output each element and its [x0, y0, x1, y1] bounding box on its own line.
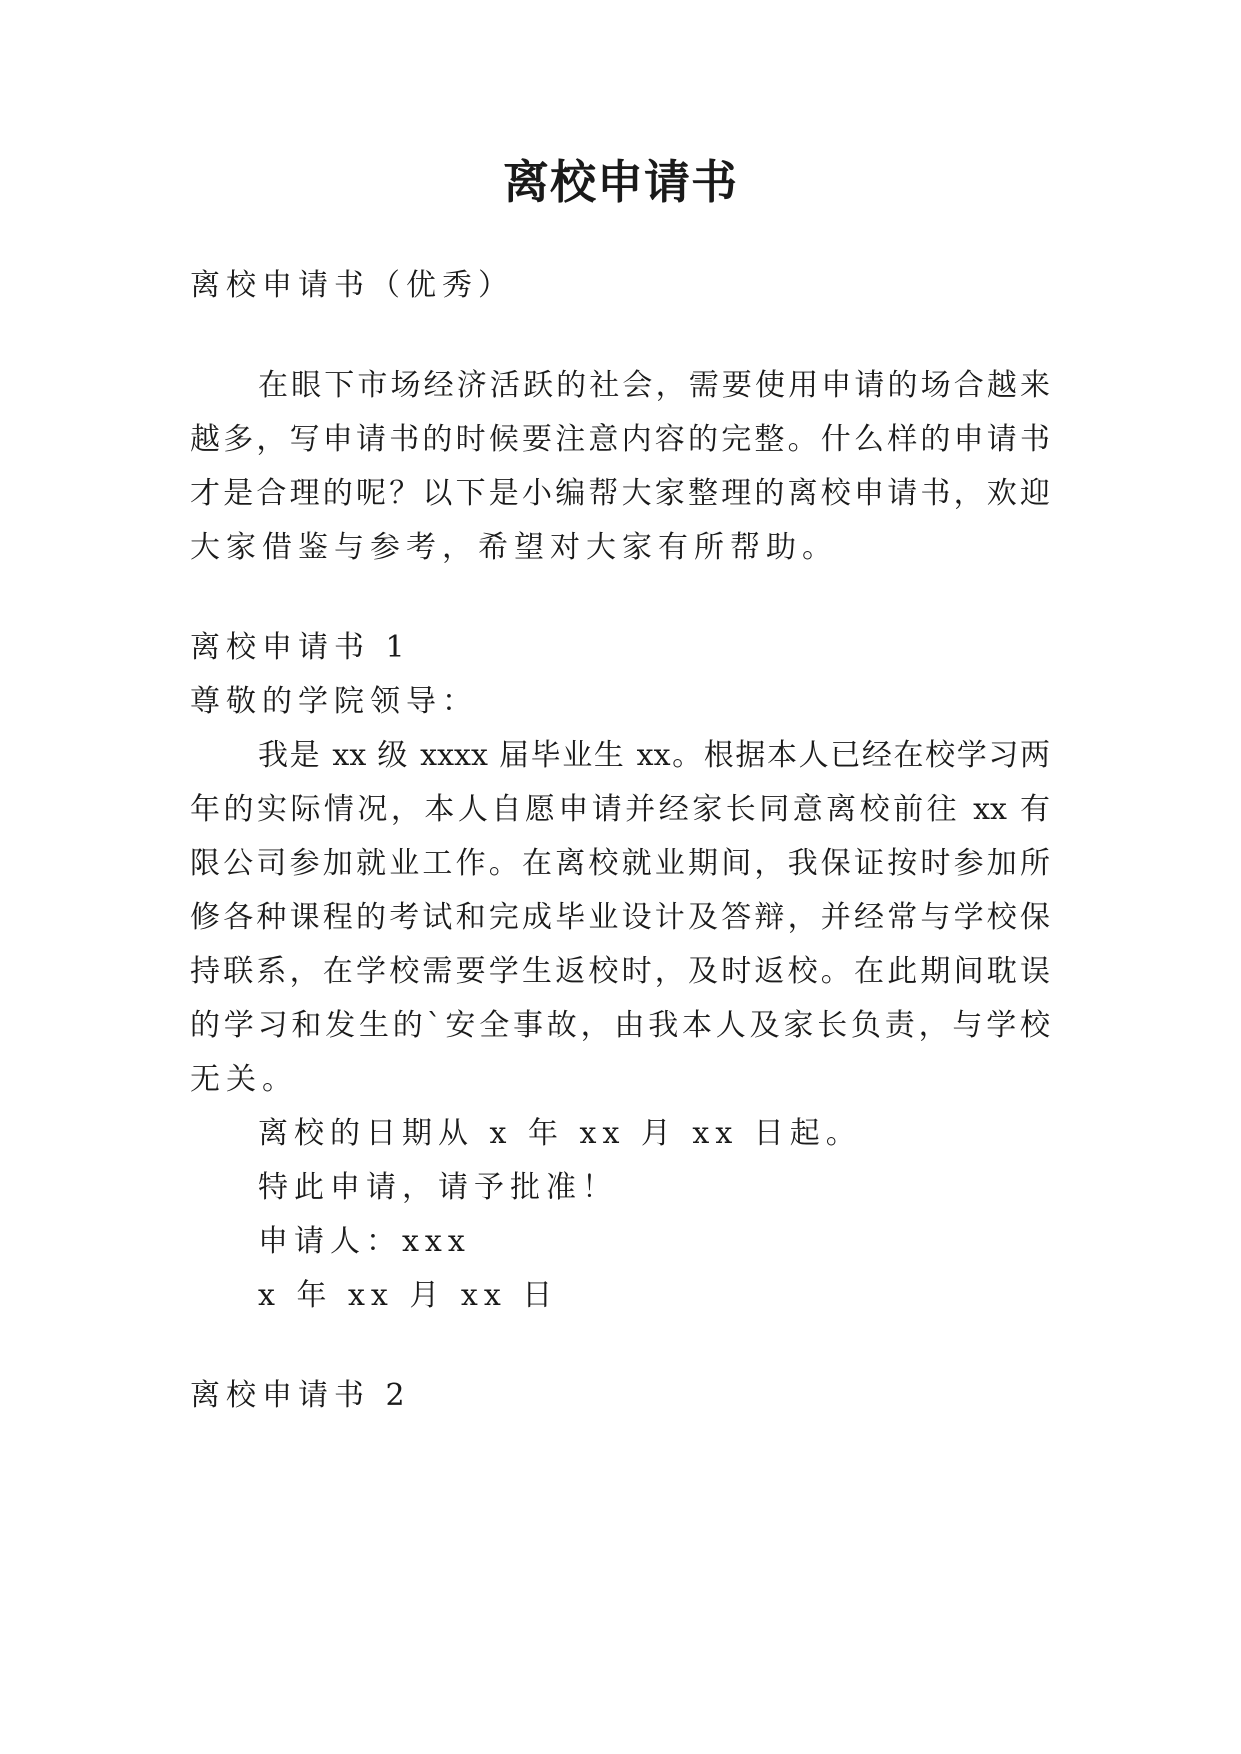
section1-body-line-3: 限公司参加就业工作。在离校就业期间，我保证按时参加所	[190, 846, 1050, 881]
section1-leave-date: 离校的日期从 x 年 xx 月 xx 日起。	[258, 1116, 862, 1151]
section1-salutation: 尊敬的学院领导：	[190, 684, 478, 719]
section1-body-line-7: 无关。	[190, 1062, 298, 1097]
section1-body-line-2: 年的实际情况，本人自愿申请并经家长同意离校前往 xx 有	[190, 792, 1050, 827]
section1-body-line-4: 修各种课程的考试和完成毕业设计及答辩，并经常与学校保	[190, 900, 1050, 935]
section1-body-line-5: 持联系，在学校需要学生返校时，及时返校。在此期间耽误	[190, 954, 1050, 989]
section1-applicant: 申请人：xxx	[258, 1224, 471, 1259]
document-subtitle: 离校申请书（优秀）	[190, 268, 514, 303]
intro-line-1: 在眼下市场经济活跃的社会，需要使用申请的场合越来	[258, 368, 1050, 403]
section1-heading: 离校申请书 1	[190, 630, 411, 665]
section1-body-line-6: 的学习和发生的`安全事故，由我本人及家长负责，与学校	[190, 1008, 1050, 1043]
document-title: 离校申请书	[503, 155, 738, 209]
section1-sign-date: x 年 xx 月 xx 日	[258, 1278, 559, 1313]
intro-line-2: 越多，写申请书的时候要注意内容的完整。什么样的申请书	[190, 422, 1050, 457]
section2-heading: 离校申请书 2	[190, 1378, 411, 1413]
intro-line-4: 大家借鉴与参考，希望对大家有所帮助。	[190, 530, 838, 565]
section1-body-line-1: 我是 xx 级 xxxx 届毕业生 xx。根据本人已经在校学习两	[258, 738, 1050, 773]
intro-line-3: 才是合理的呢？以下是小编帮大家整理的离校申请书，欢迎	[190, 476, 1050, 511]
section1-request: 特此申请，请予批准！	[258, 1170, 618, 1205]
